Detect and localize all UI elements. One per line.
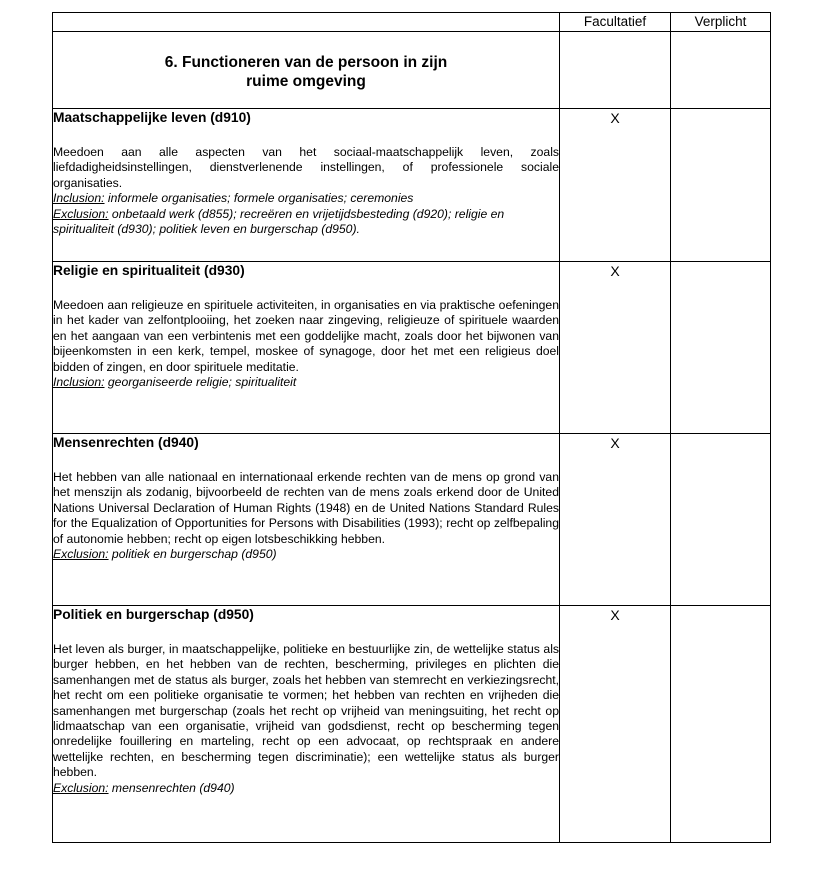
section-row-d930: [53, 262, 771, 434]
section-heading: Maatschappelijke leven (d910): [53, 110, 251, 125]
required-mark: [671, 606, 771, 843]
optional-mark: X: [560, 109, 671, 262]
exclusion-note: [53, 207, 559, 238]
inclusion-note: [53, 191, 559, 206]
exclusion-label: Exclusion:: [53, 780, 109, 795]
section-body: Het hebben van alle nationaal en internationaal erkende rechten van de mens op grond van het menszijn als zodanig, bijvoorbeeld de rechten van de mens zoals erkend door de United Nations Universal Declaration of Human Rights (1948) en de United Nations Standard Rules for the Equalization of Opportunities for Persons with Disabilities (1993); recht op zelfbepaling of autonomie hebben; recht op eigen lotsbeschikking hebben.: [53, 470, 559, 546]
title-row: [53, 32, 771, 109]
exclusion-text: politiek en burgerschap (d950): [108, 547, 277, 562]
optional-mark: X: [560, 434, 671, 606]
section-body: Meedoen aan alle aspecten van het sociaal-maatschappelijk leven, zoals liefdadigheidsinstellingen, dienstverlenende instellingen, of professionele sociale organisaties.: [53, 145, 559, 190]
exclusion-text: onbetaald werk (d855); recreëren en vrijetijdsbesteding (d920); religie en spiritualiteit (d930); politiek leven en burgerschap (d950).: [53, 206, 505, 237]
inclusion-text: georganiseerde religie; spiritualiteit: [104, 375, 297, 390]
exclusion-note: [53, 781, 559, 796]
required-mark: [671, 262, 771, 434]
section-heading: Politiek en burgerschap (d950): [53, 607, 254, 622]
title-optional-cell: [560, 32, 671, 109]
header-row: [53, 13, 771, 32]
section-text-cell: [53, 109, 560, 262]
exclusion-text: mensenrechten (d940): [108, 780, 235, 795]
section-text-cell: [53, 606, 560, 843]
exclusion-label: Exclusion:: [53, 206, 109, 221]
section-body: Meedoen aan religieuze en spirituele activiteiten, in organisaties en via praktische oefeningen in het kader van zelfontplooiing, het zoeken naar zingeving, religieuze of spirituele waarden en het aangaan van een verbintenis met een goddelijke macht, zoals door het bijwonen van bijeenkomsten in een kerk, tempel, moskee of synagoge, door het met een religieus doel bidden of zingen, en door spirituele meditatie.: [53, 298, 559, 374]
inclusion-label: Inclusion:: [53, 375, 105, 390]
section-heading: Mensenrechten (d940): [53, 435, 199, 450]
inclusion-note: [53, 375, 559, 390]
chapter-title-line2: ruime omgeving: [246, 73, 366, 90]
required-mark: [671, 434, 771, 606]
classification-table: [52, 12, 771, 843]
optional-mark: X: [560, 262, 671, 434]
section-heading: Religie en spiritualiteit (d930): [53, 263, 245, 278]
section-text-cell: [53, 434, 560, 606]
header-optional: Facultatief: [560, 13, 671, 32]
inclusion-label: Inclusion:: [53, 191, 105, 206]
section-row-d910: [53, 109, 771, 262]
required-mark: [671, 109, 771, 262]
section-row-d940: [53, 434, 771, 606]
exclusion-note: [53, 547, 559, 562]
header-blank-cell: [53, 13, 560, 32]
chapter-title: [53, 32, 560, 109]
section-text-cell: [53, 262, 560, 434]
section-row-d950: [53, 606, 771, 843]
section-body: Het leven als burger, in maatschappelijke, politieke en bestuurlijke zin, de wettelijke status als burger hebben, en het hebben van de rechten, bescherming, privileges en plichten die samenhangen met de status als burger, zoals het hebben van stemrecht en verkiezingsrecht, het recht om een politieke organisatie te vormen; het hebben van rechten en vrijheden die samenhangen met burgerschap (zoals het recht op vrijheid van meningsuiting, het recht op lidmaatschap van een organisatie, vrijheid van godsdienst, recht op bescherming tegen onredelijke fouillering en marteling, recht op een advocaat, op rechtspraak en andere wettelijke rechten, en bescherming tegen discriminatie); een wettelijke status als burger hebben.: [53, 642, 559, 780]
optional-mark: X: [560, 606, 671, 843]
inclusion-text: informele organisaties; formele organisaties; ceremonies: [104, 191, 414, 206]
exclusion-label: Exclusion:: [53, 547, 109, 562]
title-required-cell: [671, 32, 771, 109]
chapter-title-line1: 6. Functioneren van de persoon in zijn: [164, 54, 448, 71]
header-required: Verplicht: [671, 13, 771, 32]
